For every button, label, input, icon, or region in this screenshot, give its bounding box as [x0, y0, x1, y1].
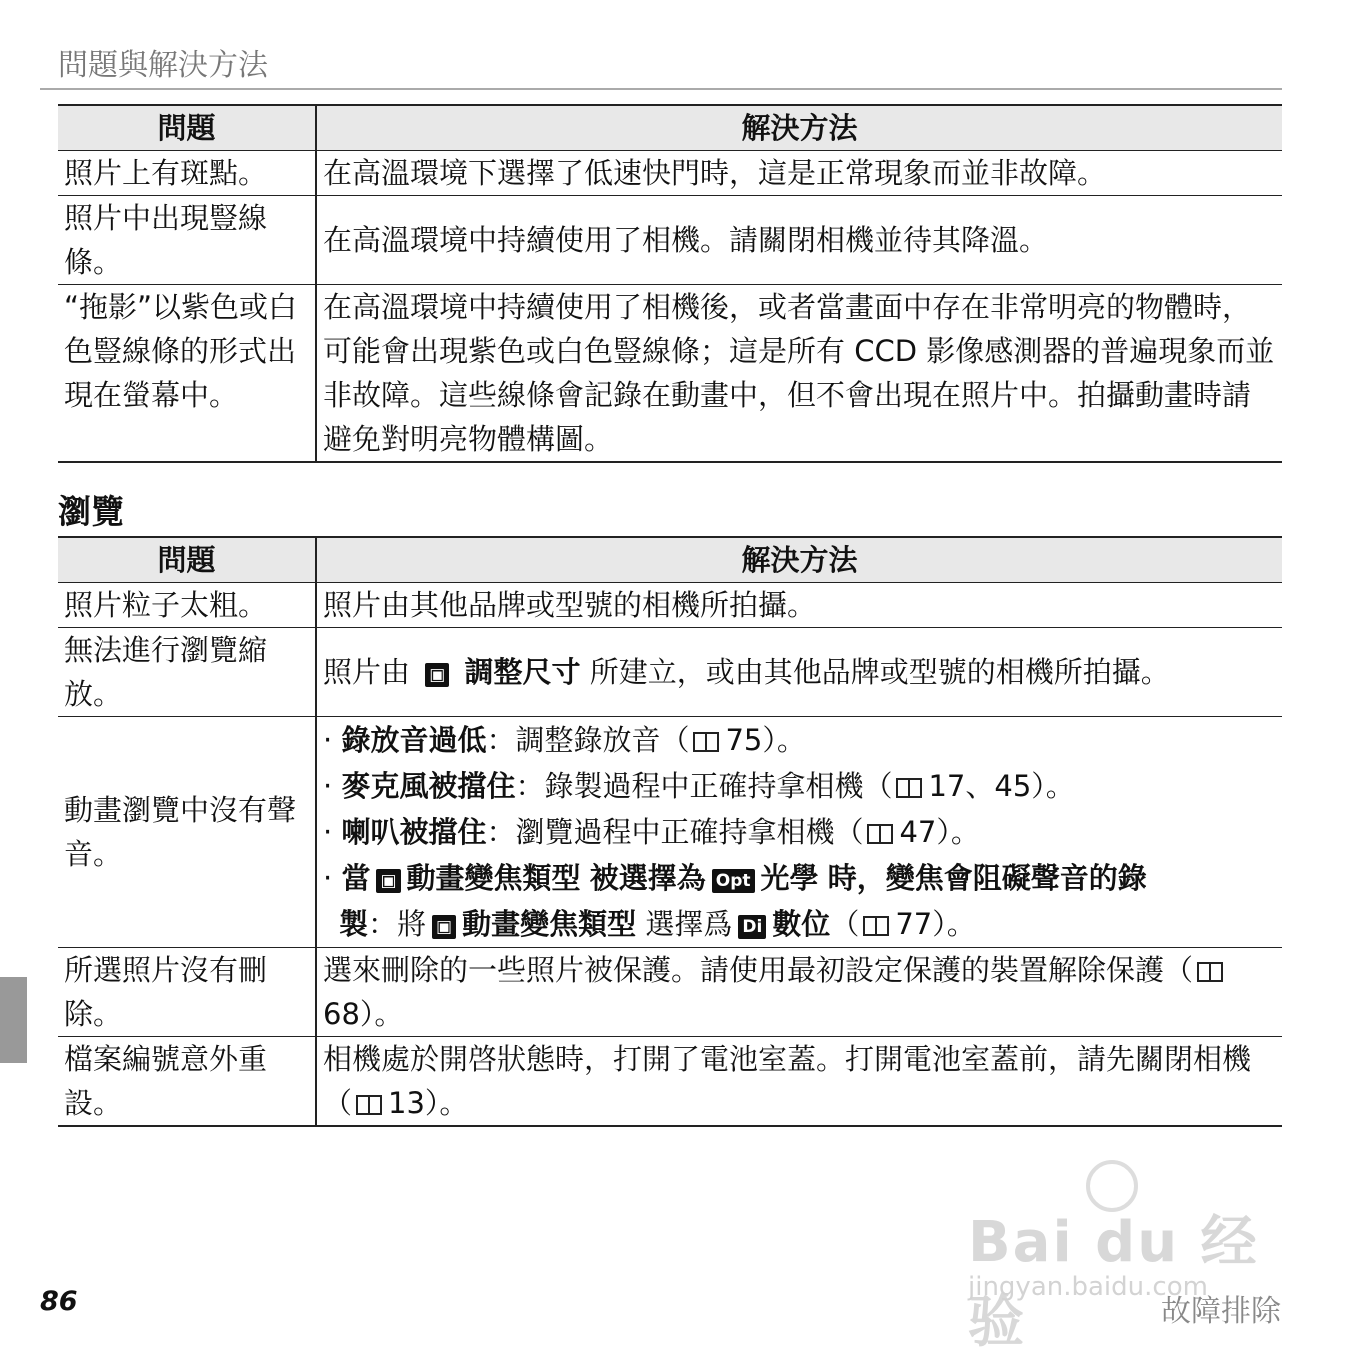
bullet-item: · 當 ▣ 動畫變焦類型 被選擇為 Opt 光學 時，變焦會阻礙聲音的錄: [323, 861, 1147, 895]
solution-text: 相機處於開啓狀態時，打開了電池室蓋。打開電池室蓋前，請先關閉相機（: [323, 1042, 1252, 1120]
bullet-bold-label: 動畫變焦類型: [406, 861, 581, 895]
book-reference-icon: [896, 778, 922, 798]
problem-cell: 照片上有斑點。: [58, 151, 316, 196]
bullet-bold-label: 數位: [772, 907, 831, 941]
bullet-item: · 錄放音過低：調整錄放音（ 75）。: [323, 723, 806, 757]
bullet-text: ：瀏覽過程中正確持拿相機（: [486, 815, 864, 849]
header-rule: [40, 88, 1282, 90]
book-reference-icon: [867, 824, 893, 844]
bullet-item: · 喇叭被擋住：瀏覽過程中正確持拿相機（ 47）。: [323, 815, 980, 849]
bullet-bold-label: 當: [341, 861, 371, 895]
problem-cell: 無法進行瀏覽縮放。: [58, 628, 316, 717]
page-reference: 75）。: [725, 723, 806, 757]
bullet-bold-label: 動畫變焦類型: [462, 907, 637, 941]
column-header-problem: 問題: [58, 105, 316, 151]
column-header-problem: 問題: [58, 537, 316, 583]
page-reference: 68）。: [323, 997, 404, 1031]
problem-cell: 所選照片沒有刪除。: [58, 948, 316, 1037]
solution-cell: 照片由其他品牌或型號的相機所拍攝。: [316, 583, 1282, 628]
table-row: [58, 285, 1282, 463]
solution-cell: [316, 1037, 1282, 1127]
book-reference-icon: [1197, 962, 1223, 982]
bullet-bold-label: 時，變焦會阻礙聲音的錄: [827, 861, 1147, 895]
column-header-solution: 解決方法: [316, 537, 1282, 583]
troubleshooting-table-2: [58, 536, 1282, 1127]
resize-icon: ▣: [425, 663, 449, 687]
page-reference: 17、45）。: [928, 769, 1075, 803]
solution-cell: [316, 628, 1282, 717]
bullet-bold-label: 被選擇為: [589, 861, 706, 895]
watermark-logo-text: Bai du 经验: [968, 1210, 1259, 1355]
solution-text: 照片由: [323, 655, 411, 689]
book-reference-icon: [693, 732, 719, 752]
troubleshooting-table-1: [58, 104, 1282, 463]
footer-chapter-title: 故障排除: [1161, 1294, 1281, 1329]
solution-cell: 在高溫環境中持續使用了相機。請關閉相機並待其降溫。: [316, 196, 1282, 285]
section-title-playback: 瀏覽: [58, 492, 124, 531]
page-reference: 77）。: [895, 907, 976, 941]
bullet-bold-label: 光學: [760, 861, 819, 895]
problem-cell: 動畫瀏覽中沒有聲音。: [58, 717, 316, 948]
digital-zoom-icon: Di: [738, 915, 766, 939]
page-reference: 13）。: [388, 1086, 469, 1120]
table-row: [58, 196, 1282, 285]
menu-option-label: 調整尺寸: [464, 655, 581, 689]
bullet-bold-label: 麥克風被擋住: [341, 769, 516, 803]
bullet-text: ：錄製過程中正確持拿相機（: [515, 769, 893, 803]
page-number: 86: [40, 1286, 78, 1317]
table-row: [58, 948, 1282, 1037]
table-row: [58, 1037, 1282, 1127]
bullet-item: · 麥克風被擋住：錄製過程中正確持拿相機（ 17、45）。: [323, 769, 1075, 803]
problem-cell: 檔案編號意外重設。: [58, 1037, 316, 1127]
page-reference: 47）。: [899, 815, 980, 849]
problem-cell: 照片粒子太粗。: [58, 583, 316, 628]
solution-cell: [316, 948, 1282, 1037]
page-header-title: 問題與解決方法: [58, 48, 268, 83]
bullet-bold-label: 錄放音過低: [341, 723, 487, 757]
bullet-text: ：調整錄放音（: [486, 723, 690, 757]
optical-zoom-icon: Opt: [712, 869, 755, 893]
problem-cell: “拖影”以紫色或白色豎線條的形式出現在螢幕中。: [58, 285, 316, 463]
bullet-text: （: [830, 907, 860, 941]
table-row: [58, 583, 1282, 628]
solution-cell: [316, 717, 1282, 948]
book-reference-icon: [863, 916, 889, 936]
bullet-text: ：將: [368, 907, 427, 941]
table-row: [58, 151, 1282, 196]
book-reference-icon: [356, 1095, 382, 1115]
table-row: [58, 628, 1282, 717]
solution-cell: 在高溫環境中持續使用了相機後，或者當畫面中存在非常明亮的物體時，可能會出現紫色或白色豎線條；這是所有 CCD 影像感測器的普遍現象而並非故障。這些線條會記錄在動畫中，但不會出現在照片中。拍攝動畫時請避免對明亮物體構圖。: [316, 285, 1282, 463]
watermark-url: jingyan.baidu.com: [968, 1272, 1208, 1302]
chapter-side-tab: [0, 977, 27, 1063]
problem-cell: 照片中出現豎線條。: [58, 196, 316, 285]
bullet-text: 選擇爲: [645, 907, 733, 941]
solution-cell: 在高溫環境下選擇了低速快門時，這是正常現象而並非故障。: [316, 151, 1282, 196]
movie-zoom-icon: ▣: [376, 869, 400, 893]
solution-text: 選來刪除的一些照片被保護。請使用最初設定保護的裝置解除保護（: [323, 953, 1194, 987]
bullet-continuation: [323, 901, 1276, 947]
table-row: [58, 717, 1282, 948]
bullet-bold-label: 喇叭被擋住: [341, 815, 487, 849]
movie-zoom-icon: ▣: [432, 915, 456, 939]
bullet-bold-label: 製: [339, 907, 369, 941]
solution-text: 所建立，或由其他品牌或型號的相機所拍攝。: [589, 655, 1170, 689]
column-header-solution: 解決方法: [316, 105, 1282, 151]
